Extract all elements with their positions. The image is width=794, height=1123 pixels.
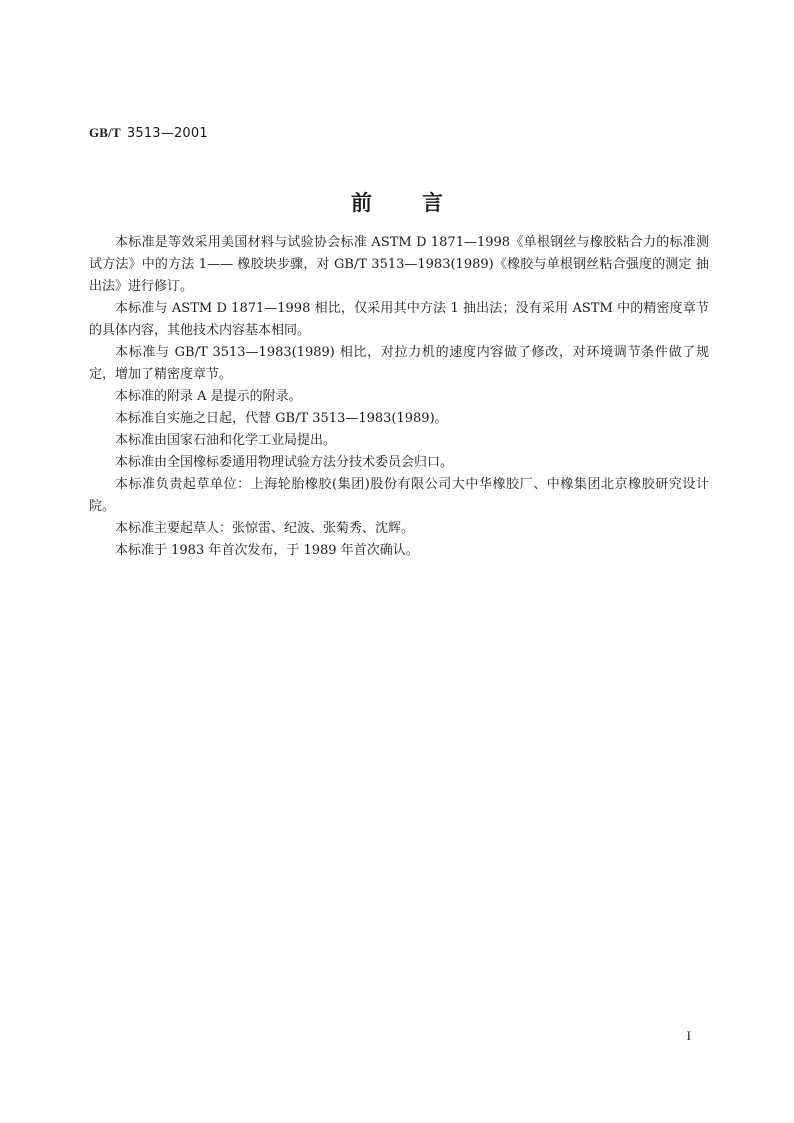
paragraph: 本标准与 ASTM D 1871—1998 相比，仅采用其中方法 1 抽出法；没有采用 ASTM 中的精密度章节的具体内容，其他技术内容基本相同。 [89,301,709,338]
paragraph: 本标准主要起草人：张惊雷、纪波、张菊秀、沈辉。 [115,521,415,536]
paragraph: 本标准自实施之日起，代替 GB/T 3513—1983(1989)。 [115,411,448,426]
page-title: 前言 [351,190,493,215]
paragraph: 本标准与 GB/T 3513—1983(1989) 相比，对拉力机的速度内容做了修改，对环境调节条件做了规定，增加了精密度章节。 [89,345,709,382]
paragraph: 本标准由国家石油和化学工业局提出。 [115,433,337,448]
running-header [89,125,208,141]
page-number: I [686,1028,691,1043]
paragraph: 本标准由全国橡标委通用物理试验方法分技术委员会归口。 [115,455,454,470]
standard-code: GB/T [89,125,121,140]
standard-number: 3513—2001 [126,126,208,141]
paragraph: 本标准负责起草单位：上海轮胎橡胶(集团)股份有限公司大中华橡胶厂、中橡集团北京橡胶研究设计院。 [89,477,709,514]
paragraph: 本标准是等效采用美国材料与试验协会标准 ASTM D 1871—1998《单根钢丝与橡胶粘合力的标准测试方法》中的方法 1—— 橡胶块步骤，对 GB/T 3513—1983(1989)《橡胶与单根钢丝粘合强度的测定 抽出法》进行修订。 [89,235,709,294]
paragraph: 本标准于 1983 年首次发布，于 1989 年首次确认。 [115,543,419,558]
foreword-body [89,232,709,562]
paragraph: 本标准的附录 A 是提示的附录。 [115,389,302,404]
